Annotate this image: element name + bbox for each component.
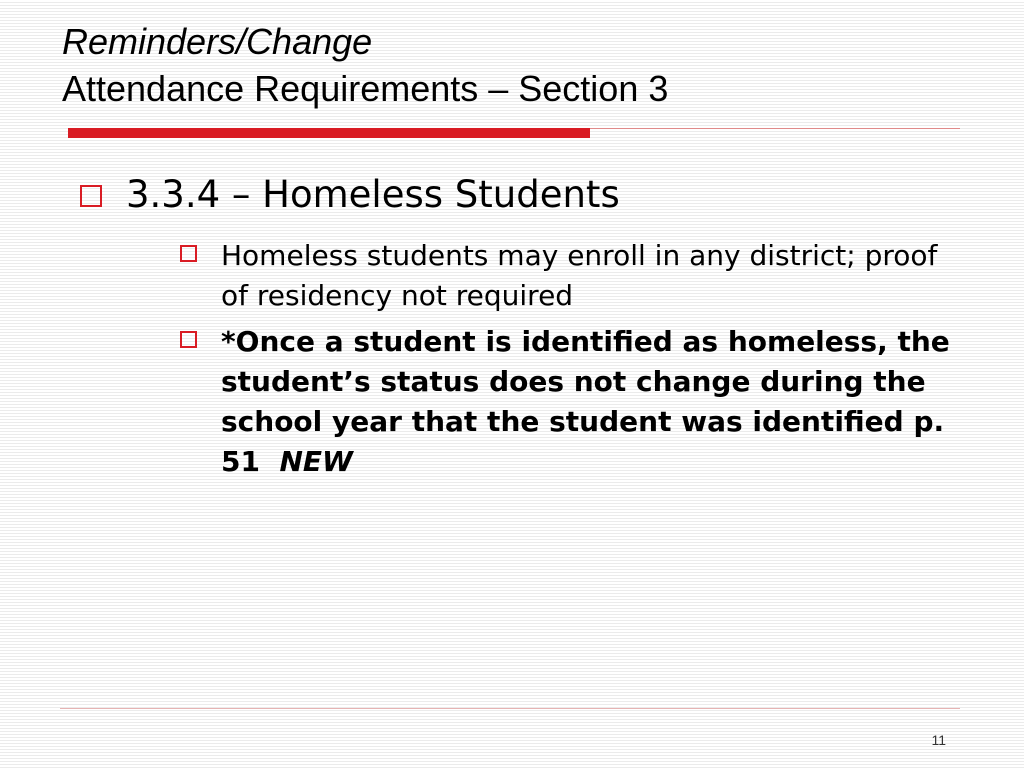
slide-title-line-2: Attendance Requirements – Section 3 [62,68,669,109]
square-bullet-icon [180,245,197,262]
sub-bullet-text-emphasis [221,322,951,482]
sub-bullet-item-2 [180,322,960,482]
title-underline-accent [68,128,590,138]
sub-bullet-item-1 [180,236,960,316]
slide-title-line-1: Reminders/Change [62,21,373,62]
square-bullet-icon [80,185,102,207]
sub-bullet-bold-text: *Once a student is identified as homeless, the student’s status does not change during the school year that the student was identified p. 51 [221,325,950,478]
page-number: 11 [931,732,946,748]
new-tag: NEW [279,445,353,478]
footer-divider [60,708,960,709]
bullet-level-1 [80,172,940,218]
square-bullet-icon [180,331,197,348]
title-underline-thin [590,128,960,129]
bullet-heading: 3.3.4 – Homeless Students [126,173,620,216]
sub-bullet-text: Homeless students may enroll in any district; proof of residency not required [221,239,938,312]
slide-title [62,22,962,109]
